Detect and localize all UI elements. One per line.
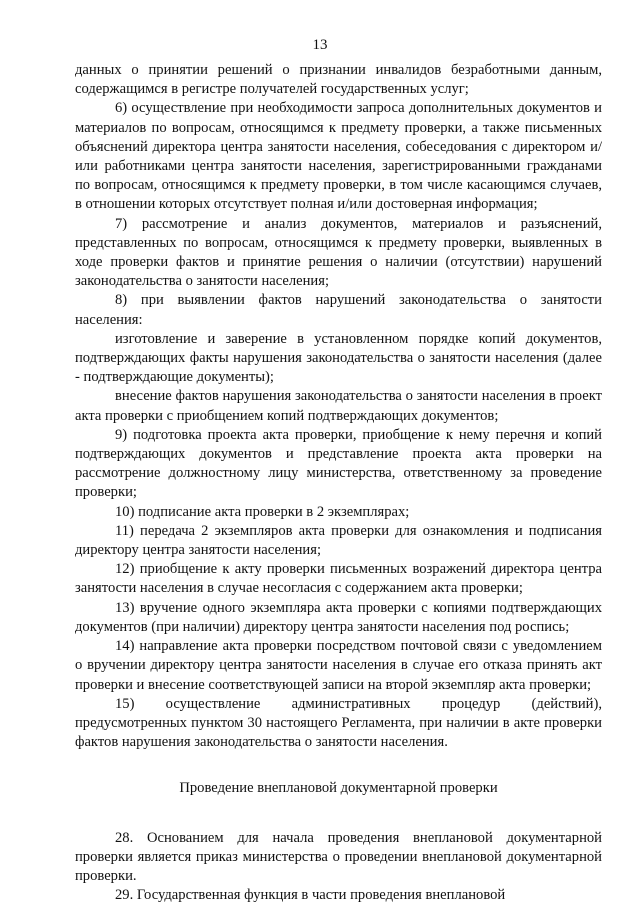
section-heading: Проведение внеплановой документарной проверки [179, 780, 498, 797]
clause-29: 29. Государственная функция в части проведения внеплановой [115, 887, 506, 904]
list-item-10: 10) подписание акта проверки в 2 экземплярах; [115, 503, 410, 520]
clause-28: 28. Основанием для начала проведения внеплановой документарной проверки является приказ министерства о проведении внеплановой документарной проверки. [75, 829, 602, 884]
paragraph-continuation: данных о принятии решений о признании инвалидов безработными данным, содержащимся в регистре получателей государственных услуг; [75, 62, 602, 98]
list-item-9: 9) подготовка проекта акта проверки, приобщение к нему перечня и копий подтверждающих документов и представление проекта акта проверки на рассмотрение должностному лицу министерства, ответственному за проведение проверки; [75, 426, 602, 501]
sub-item-facts: внесение фактов нарушения законодательства о занятости населения в проект акта проверки с приобщением копий подтверждающих документов; [75, 388, 602, 424]
list-item-14: 14) направление акта проверки посредством почтовой связи с уведомлением о вручении директору центра занятости населения в случае его отказа принять акт проверки и внесение соответствующей записи на второй экземпляр акта проверки; [75, 638, 602, 693]
list-item-8: 8) при выявлении фактов нарушений законодательства о занятости населения: [75, 292, 602, 328]
sub-item-copies: изготовление и заверение в установленном порядке копий документов, подтверждающих факты нарушения законодательства о занятости населения (далее - подтверждающие документы); [75, 330, 602, 386]
list-item-11: 11) передача 2 экземпляров акта проверки для ознакомления и подписания директору центра занятости населения; [75, 522, 602, 559]
document-body [75, 61, 602, 905]
list-item-15: 15) осуществление административных процедур (действий), предусмотренных пунктом 30 настоящего Регламента, при наличии в акте проверки фактов нарушения законодательства о занятости населения. [75, 695, 602, 751]
list-item-7: 7) рассмотрение и анализ документов, материалов и разъяснений, представленных по вопросам, относящимся к предмету проверки, выявленных в ходе проверки фактов и принятие решения о наличии (отсутствии) нарушений законодательства о занятости населения; [75, 215, 602, 290]
page-number: 13 [312, 37, 328, 53]
list-item-13: 13) вручение одного экземпляра акта проверки с копиями подтверждающих документов (при наличии) директору центра занятости населения под роспись; [75, 599, 602, 635]
list-item-6: 6) осуществление при необходимости запроса дополнительных документов и материалов по вопросам, относящимся к предмету проверки, а также письменных объяснений директора центра занятости населения, собеседования с директором и/или работниками центра занятости населения, зарегистрированными гражданами по вопросам, относящимся к предмету проверки, в том числе касающимся случаев, в отношении которых отсутствует полная и/или достоверная информация; [75, 100, 602, 213]
list-item-12: 12) приобщение к акту проверки письменных возражений директора центра занятости населения в случае несогласия с содержанием акта проверки; [75, 561, 602, 597]
